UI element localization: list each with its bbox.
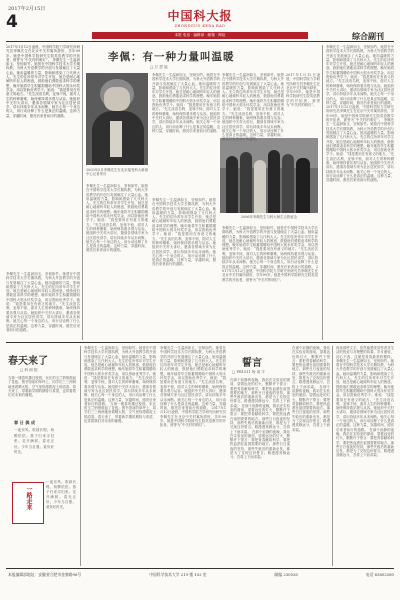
oath-body-col-2	[292, 346, 330, 564]
article-body-col-c	[222, 73, 284, 142]
oath-author: □ PB1511 杨 成 宇	[232, 370, 265, 374]
seal-stamp	[12, 482, 44, 524]
article-body-col-b	[152, 73, 220, 141]
footer	[8, 572, 394, 578]
group-photo-caption	[220, 215, 318, 224]
oath-body-col-1-text-3: 在那个寂静的夜晚，我站在实验室的窗前，望着远处的灯火，默默许下誓言：要把青春献给科学，要把热血洒在祖国需要的地方。那些日日夜夜的坚持，那些失败后的重新出发，都是为了兑现这份誓言。路漫漫其修远兮，吾将上下而求索。	[230, 429, 291, 460]
bottom-right-text: 再读那些文字，依然能感受到作者对生活的热爱与对理想的执着。岁月流转，初心不改，这便是青春最美的模样。	[336, 346, 394, 359]
section-title: 综合副刊	[352, 32, 384, 41]
footer-phone: 电话 63602580	[365, 572, 394, 577]
bottom-right-text-2: 李佩先生一生温润如玉，坚韧如竹。她曾在中国科学技术大学长期执教，为科大外语教学的开创与发展倾注了大量心血。她用温暖的力量，影响和感染了几代科大人。先生的住所常年对学生开放，她总是耐心地倾听年轻人的困惑，鼓励他们勇敢追求科学的理想。晚年她将毕生积蓄捐赠给中国科大郭永怀奖学金，用以资助优秀学子。她说：“钱是要用在有意义的地方。”先生淡泊名利，宠辱不惊，面对人生的种种磨难，始终保持着乐观与从容。她组织中关村大讲坛，邀请各领域专家为社区居民讲学，讲坛持续多年从未间断。她关心每一个身边的人，用行动诠释了什么是真正的温暖。这种力量，穿越时间，照亮后来者前行的道路。	[336, 358, 394, 432]
article-body-col-e	[286, 73, 320, 135]
seal-text: 一路走来	[25, 486, 32, 510]
bottom-right-text-3: 在那个寂静的夜晚，我站在实验室的窗前，望着远处的灯火，默默许下誓言：要把青春献给科学，要把热血洒在祖国需要的地方。那些日日夜夜的坚持，那些失败后的重新出发，都是为了兑现这份誓言。路漫漫其修远兮，吾将上下而求索。	[336, 427, 395, 458]
oath-body-col-2-text-2: 在那个寂静的夜晚，我站在实验室的窗前，望着远处的灯火，默默许下誓言：要把青春献给科学，要把热血洒在祖国需要的地方。那些日日夜夜的坚持，那些失败后的重新出发，都是为了兑现这份誓言。路漫漫其修远兮，吾将上下而求索。	[292, 384, 331, 432]
oath-body-col-1	[230, 378, 290, 564]
seal-side-text-content: 一夜东风。吹绿长堤。杨柳依依。燕子归来寻旧垒。花开满树。春光正好。少年当自强。莫负好时光。	[46, 480, 76, 509]
issue-date: 2017年2月15日	[8, 6, 46, 12]
column-divider	[82, 45, 83, 340]
lower-article-col-2-text-2: 2017年1月12日凌晨，中国科学院力学研究所研究员李佩先生在北京中关村寓所辞世，享年99岁。她是中国科学院研究生院英语教学的开拓者，被誉为“中关村的明灯”。	[160, 406, 227, 428]
article-body-col-b-lower-text: 李佩先生一生温润如玉，坚韧如竹。她曾在中国科学技术大学长期执教，为科大外语教学的开创与发展倾注了大量心血。她用温暖的力量，影响和感染了几代科大人。先生的住所常年对学生开放，她总是耐心地倾听年轻人的困惑，鼓励他们勇敢追求科学的理想。晚年她将毕生积蓄捐赠给中国科大郭永怀奖学金，用以资助优秀学子。她说：“钱是要用在有意义的地方。”先生淡泊名利，宠辱不惊，面对人生的种种磨难，始终保持着乐观与从容。她组织中关村大讲坛，邀请各领域专家为社区居民讲学，讲坛持续多年从未间断。她关心每一个身边的人，用行动诠释了什么是真正的温暖。这种力量，穿越时间，照亮后来者前行的道路。	[152, 198, 216, 267]
spring-body-text: 当第一缕春风拂过校园，东区的玉兰悄悄鼓起了花苞。图书馆前的草坪上，同学们三三两两地坐着晒太阳，空气里弥漫着泥土的清香。春天来了，带着新学期的期待与希望，也带着我们对未来的憧憬。	[8, 376, 76, 398]
spring-body	[8, 376, 76, 416]
right-column-text: 李佩先生一生温润如玉，坚韧如竹。她曾在中国科学技术大学长期执教，为科大外语教学的开创与发展倾注了大量心血。她用温暖的力量，影响和感染了几代科大人。先生的住所常年对学生开放，她总是耐心地倾听年轻人的困惑，鼓励他们勇敢追求科学的理想。晚年她将毕生积蓄捐赠给中国科大郭永怀奖学金，用以资助优秀学子。她说：“钱是要用在有意义的地方。”先生淡泊名利，宠辱不惊，面对人生的种种磨难，始终保持着乐观与从容。她组织中关村大讲坛，邀请各领域专家为社区居民讲学，讲坛持续多年从未间断。她关心每一个身边的人，用行动诠释了什么是真正的温暖。这种力量，穿越时间，照亮后来者前行的道路。	[326, 45, 394, 105]
oath-title: 誓言	[242, 358, 262, 369]
masthead-info-text: 本报 电话 · 编辑部 · 邮箱 · 网址	[174, 33, 226, 37]
article-body-col-a	[86, 184, 148, 340]
article-body-col-e-text: 2017年1月12日凌晨，中国科学院力学研究所研究员李佩先生在北京中关村寓所辞世，享年99岁。她是中国科学院研究生院英语教学的开拓者，被誉为“中关村的明灯”。	[286, 73, 320, 108]
article-body-col-b-text: 李佩先生一生温润如玉，坚韧如竹。她曾在中国科学技术大学长期执教，为科大外语教学的开创与发展倾注了大量心血。她用温暖的力量，影响和感染了几代科大人。先生的住所常年对学生开放，她总是耐心地倾听年轻人的困惑，鼓励他们勇敢追求科学的理想。晚年她将毕生积蓄捐赠给中国科大郭永怀奖学金，用以资助优秀学子。她说：“钱是要用在有意义的地方。”先生淡泊名利，宠辱不惊，面对人生的种种磨难，始终保持着乐观与从容。她组织中关村大讲坛，邀请各领域专家为社区居民讲学，讲坛持续多年从未间断。她关心每一个身边的人，用行动诠释了什么是真正的温暖。这种力量，穿越时间，照亮后来者前行的道路。	[152, 73, 220, 133]
bottom-divider-1	[80, 346, 81, 566]
bottom-divider-2	[332, 346, 333, 566]
spring-title: 春天来了	[8, 356, 48, 367]
portrait-photo-caption-text: 2003年5月李佩先生在北京接受科大新闻中心记者采访	[86, 168, 148, 177]
masthead-title: 中国科大报	[167, 9, 233, 23]
right-column-text-2: 2017年1月12日凌晨，中国科学院力学研究所研究员李佩先生在北京中关村寓所辞世，享年99岁。她是中国科学院研究生院英语教学的开拓者，被誉为“中关村的明灯”。	[326, 105, 394, 123]
page-number: 4	[6, 12, 18, 32]
left-column-lower	[6, 272, 80, 340]
masthead-logo	[150, 7, 250, 28]
poem-title: 春 日 偶 成	[14, 420, 36, 425]
lower-article-col-1-text-2: 当第一缕春风拂过校园，东区的玉兰悄悄鼓起了花苞。图书馆前的草坪上，同学们三三两两地坐着晒太阳，空气里弥漫着泥土的清香。春天来了，带着新学期的期待与希望，也带着我们对未来的憧憬。	[84, 401, 157, 424]
group-photo-caption-text: 2006年李佩先生与科大师生合影留念	[240, 215, 298, 219]
footer-postcode: 邮编 230026	[274, 572, 298, 577]
lower-article-col-1-text: 李佩先生一生温润如玉，坚韧如竹。她曾在中国科学技术大学长期执教，为科大外语教学的开创与发展倾注了大量心血。她用温暖的力量，影响和感染了几代科大人。先生的住所常年对学生开放，她总是耐心地倾听年轻人的困惑，鼓励他们勇敢追求科学的理想。晚年她将毕生积蓄捐赠给中国科大郭永怀奖学金，用以资助优秀学子。她说：“钱是要用在有意义的地方。”先生淡泊名利，宠辱不惊，面对人生的种种磨难，始终保持着乐观与从容。她组织中关村大讲坛，邀请各领域专家为社区居民讲学，讲坛持续多年从未间断。她关心每一个身边的人，用行动诠释了什么是真正的温暖。这种力量，穿越时间，照亮后来者前行的道路。	[84, 346, 156, 406]
lower-article-col-1	[84, 346, 156, 564]
left-column-lower-text: 李佩先生一生温润如玉，坚韧如竹。她曾在中国科学技术大学长期执教，为科大外语教学的开创与发展倾注了大量心血。她用温暖的力量，影响和感染了几代科大人。先生的住所常年对学生开放，她总是耐心地倾听年轻人的困惑，鼓励他们勇敢追求科学的理想。晚年她将毕生积蓄捐赠给中国科大郭永怀奖学金，用以资助优秀学子。她说：“钱是要用在有意义的地方。”先生淡泊名利，宠辱不惊，面对人生的种种磨难，始终保持着乐观与从容。她组织中关村大讲坛，邀请各领域专家为社区居民讲学，讲坛持续多年从未间断。她关心每一个身边的人，用行动诠释了什么是真正的温暖。这种力量，穿越时间，照亮后来者前行的道路。	[6, 272, 80, 332]
portrait-photo	[86, 73, 148, 165]
portrait-photo-caption	[86, 168, 148, 182]
article-body-col-c-text: 李佩先生一生温润如玉，坚韧如竹。她曾在中国科学技术大学长期执教，为科大外语教学的开创与发展倾注了大量心血。她用温暖的力量，影响和感染了几代科大人。先生的住所常年对学生开放，她总是耐心地倾听年轻人的困惑，鼓励他们勇敢追求科学的理想。晚年她将毕生积蓄捐赠给中国科大郭永怀奖学金，用以资助优秀学子。她说：“钱是要用在有意义的地方。”先生淡泊名利，宠辱不惊，面对人生的种种磨难，始终保持着乐观与从容。她组织中关村大讲坛，邀请各领域专家为社区居民讲学，讲坛持续多年从未间断。她关心每一个身边的人，用行动诠释了什么是真正的温暖。这种力量，穿越时间，照亮后来者前行的道路。	[222, 73, 284, 142]
header-rule	[6, 41, 394, 42]
poem-body-text: 一夜东风。吹绿长堤。杨柳依依。燕子归来寻旧垒。花开满树。春光正好。少年当自强。莫负好时光。	[14, 428, 54, 455]
oath-body-col-1-text: 在那个寂静的夜晚，我站在实验室的窗前，望着远处的灯火，默默许下誓言：要把青春献给科学，要把热血洒在祖国需要的地方。那些日日夜夜的坚持，那些失败后的重新出发，都是为了兑现这份誓言。路漫漫其修远兮，吾将上下而求索。	[230, 378, 290, 408]
oath-body-col-2-text: 在那个寂静的夜晚，我站在实验室的窗前，望着远处的灯火，默默许下誓言：要把青春献给科学，要把热血洒在祖国需要的地方。那些日日夜夜的坚持，那些失败后的重新出发，都是为了兑现这份誓言。路漫漫其修远兮，吾将上下而求索。	[292, 346, 330, 389]
masthead-pinyin: ZHONGGUO KEDA BAO	[174, 24, 226, 28]
poem-body	[14, 428, 54, 478]
right-column	[326, 45, 394, 340]
article-body-col-d-text: 李佩先生一生温润如玉，坚韧如竹。她曾在中国科学技术大学长期执教，为科大外语教学的开创与发展倾注了大量心血。她用温暖的力量，影响和感染了几代科大人。先生的住所常年对学生开放，她总是耐心地倾听年轻人的困惑，鼓励他们勇敢追求科学的理想。晚年她将毕生积蓄捐赠给中国科大郭永怀奖学金，用以资助优秀学子。她说：“钱是要用在有意义的地方。”先生淡泊名利，宠辱不惊，面对人生的种种磨难，始终保持着乐观与从容。她组织中关村大讲坛，邀请各领域专家为社区居民讲学，讲坛持续多年从未间断。她关心每一个身边的人，用行动诠释了什么是真正的温暖。这种力量，穿越时间，照亮后来者前行的道路。	[222, 226, 318, 269]
group-photo	[220, 138, 318, 213]
article-body-col-b-lower	[152, 198, 216, 340]
bottom-right-column	[336, 346, 394, 564]
right-column-divider	[322, 45, 323, 340]
spring-author: □ 科 研 院	[20, 368, 38, 372]
article-author: □ 万 思 福	[150, 65, 168, 69]
masthead-info-bar	[92, 32, 308, 39]
footer-address: 本报编辑部地址：安徽省合肥市金寨路96号	[8, 572, 82, 577]
footer-rule	[6, 568, 394, 569]
intro-text: 2017年1月12日凌晨，中国科学院力学研究所研究员李佩先生在北京中关村寓所辞世，享年99岁。她是中国科学院研究生院英语教学的开拓者，被誉为“中关村的明灯”。	[6, 45, 80, 62]
mid-rule	[6, 342, 394, 343]
article-body-col-d-text-2: 2017年1月12日凌晨，中国科学院力学研究所研究员李佩先生在北京中关村寓所辞世，享年99岁。她是中国科学院研究生院英语教学的开拓者，被誉为“中关村的明灯”。	[222, 264, 319, 282]
right-column-text-3: 李佩先生一生温润如玉，坚韧如竹。她曾在中国科学技术大学长期执教，为科大外语教学的开创与发展倾注了大量心血。她用温暖的力量，影响和感染了几代科大人。先生的住所常年对学生开放，她总是耐心地倾听年轻人的困惑，鼓励他们勇敢追求科学的理想。晚年她将毕生积蓄捐赠给中国科大郭永怀奖学金，用以资助优秀学子。她说：“钱是要用在有意义的地方。”先生淡泊名利，宠辱不惊，面对人生的种种磨难，始终保持着乐观与从容。她组织中关村大讲坛，邀请各领域专家为社区居民讲学，讲坛持续多年从未间断。她关心每一个身边的人，用行动诠释了什么是真正的温暖。这种力量，穿越时间，照亮后来者前行的道路。	[326, 118, 395, 183]
lower-article-col-2-text: 李佩先生一生温润如玉，坚韧如竹。她曾在中国科学技术大学长期执教，为科大外语教学的开创与发展倾注了大量心血。她用温暖的力量，影响和感染了几代科大人。先生的住所常年对学生开放，她总是耐心地倾听年轻人的困惑，鼓励他们勇敢追求科学的理想。晚年她将毕生积蓄捐赠给中国科大郭永怀奖学金，用以资助优秀学子。她说：“钱是要用在有意义的地方。”先生淡泊名利，宠辱不惊，面对人生的种种磨难，始终保持着乐观与从容。她组织中关村大讲坛，邀请各领域专家为社区居民讲学，讲坛持续多年从未间断。她关心每一个身边的人，用行动诠释了什么是真正的温暖。这种力量，穿越时间，照亮后来者前行的道路。	[160, 346, 226, 411]
oath-body-col-1-text-2: 在那个寂静的夜晚，我站在实验室的窗前，望着远处的灯火，默默许下誓言：要把青春献给科学，要把热血洒在祖国需要的地方。那些日日夜夜的坚持，那些失败后的重新出发，都是为了兑现这份誓言。路漫漫其修远兮，吾将上下而求索。	[230, 403, 291, 434]
article-body-col-a-text: 李佩先生一生温润如玉，坚韧如竹。她曾在中国科学技术大学长期执教，为科大外语教学的开创与发展倾注了大量心血。她用温暖的力量，影响和感染了几代科大人。先生的住所常年对学生开放，她总是耐心地倾听年轻人的困惑，鼓励他们勇敢追求科学的理想。晚年她将毕生积蓄捐赠给中国科大郭永怀奖学金，用以资助优秀学子。她说：“钱是要用在有意义的地方。”先生淡泊名利，宠辱不惊，面对人生的种种磨难，始终保持着乐观与从容。她组织中关村大讲坛，邀请各领域专家为社区居民讲学，讲坛持续多年从未间断。她关心每一个身边的人，用行动诠释了什么是真正的温暖。这种力量，穿越时间，照亮后来者前行的道路。	[86, 184, 148, 253]
intro-column	[6, 45, 80, 270]
article-title: 李佩：有一种力量叫温暖	[108, 51, 235, 63]
lower-article-col-2	[160, 346, 226, 564]
seal-side-text	[46, 480, 76, 530]
article-body-col-d	[222, 226, 318, 340]
intro-body-text: 李佩先生一生温润如玉，坚韧如竹。她曾在中国科学技术大学长期执教，为科大外语教学的开创与发展倾注了大量心血。她用温暖的力量，影响和感染了几代科大人。先生的住所常年对学生开放，她总是耐心地倾听年轻人的困惑，鼓励他们勇敢追求科学的理想。晚年她将毕生积蓄捐赠给中国科大郭永怀奖学金，用以资助优秀学子。她说：“钱是要用在有意义的地方。”先生淡泊名利，宠辱不惊，面对人生的种种磨难，始终保持着乐观与从容。她组织中关村大讲坛，邀请各领域专家为社区居民讲学，讲坛持续多年从未间断。她关心每一个身边的人，用行动诠释了什么是真正的温暖。这种力量，穿越时间，照亮后来者前行的道路。	[6, 57, 81, 118]
footer-printer: 中国科学技术大学 219 楼 102 室	[149, 572, 207, 577]
